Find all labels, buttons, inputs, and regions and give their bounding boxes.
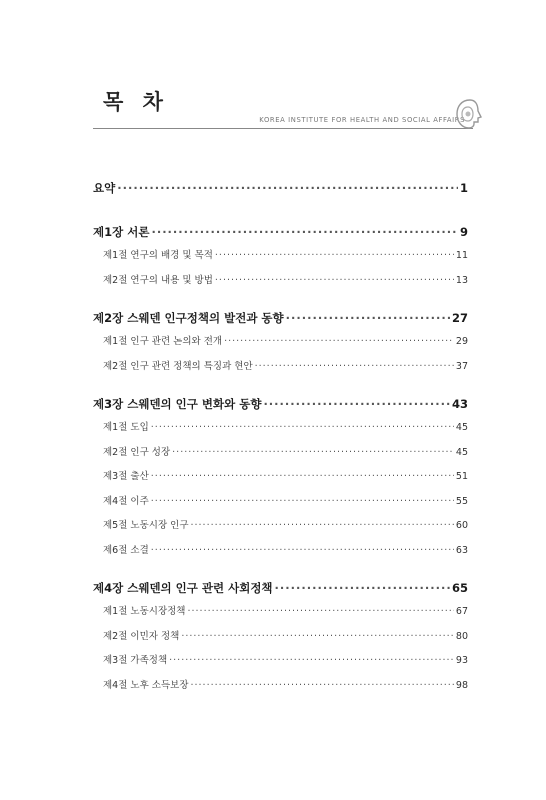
page-title: 목 차: [103, 90, 169, 114]
dot-leader: [181, 625, 454, 650]
institute-name: KOREA INSTITUTE FOR HEALTH AND SOCIAL AFFAIRS: [259, 116, 465, 124]
toc-page-number: 45: [455, 422, 468, 433]
dot-leader: [169, 649, 454, 674]
toc-entry-label: 제4장 스웨덴의 인구 관련 사회정책: [93, 581, 273, 595]
toc-page-number: 55: [455, 495, 468, 507]
toc-section-row[interactable]: [93, 490, 468, 515]
toc-page-number: 63: [455, 544, 468, 556]
toc-page-number: 9: [459, 225, 468, 239]
dot-leader: [215, 269, 454, 294]
toc-entry-label: 제2절 연구의 내용 및 방법: [103, 274, 213, 286]
dot-leader: [255, 355, 454, 380]
toc-entry-label: 제3절 출산: [103, 471, 149, 482]
toc-section-row[interactable]: [93, 330, 468, 355]
dot-leader: [224, 330, 454, 355]
toc-page-number: 93: [455, 655, 468, 666]
toc-chapter-row[interactable]: [93, 220, 468, 244]
toc-entry-label: 제1장 서론: [93, 225, 150, 239]
dot-leader: [172, 441, 454, 466]
toc-section-row[interactable]: [93, 625, 468, 650]
toc-section-row[interactable]: [93, 416, 468, 441]
toc-entry-label: 제4절 이주: [103, 495, 149, 507]
toc-entry-label: 제1절 연구의 배경 및 목적: [103, 250, 213, 261]
toc-page-number: 45: [455, 446, 468, 458]
toc-page-number: 1: [459, 181, 468, 195]
toc-section-row[interactable]: [93, 269, 468, 294]
toc-entry-label: 제1절 도입: [103, 422, 149, 433]
toc-page-number: 60: [455, 520, 468, 531]
toc-page-number: 43: [451, 397, 468, 411]
toc-summary-row[interactable]: [93, 176, 468, 200]
toc-page-number: 65: [451, 581, 468, 595]
dot-leader: [151, 220, 458, 244]
toc-page-number: 98: [455, 679, 468, 691]
dot-leader: [151, 416, 454, 441]
toc-page-number: 13: [455, 274, 468, 286]
toc-entry-label: 제2절 이민자 정책: [103, 630, 180, 642]
toc-entry-label: 제6절 소결: [103, 544, 149, 556]
toc-entry-label: 제1절 인구 관련 논의와 전개: [103, 336, 223, 347]
toc-page-number: 67: [455, 606, 468, 617]
toc-page-number: 80: [455, 630, 468, 642]
toc-page-number: 37: [455, 360, 468, 372]
toc-entry-label: 제1절 노동시장정책: [103, 606, 186, 617]
toc-entry-label: 요약: [93, 181, 116, 195]
toc-page-number: 11: [455, 250, 468, 261]
toc-entry-label: 제2절 인구 성장: [103, 446, 171, 458]
toc-section-row[interactable]: [93, 244, 468, 269]
toc-section-row[interactable]: [93, 600, 468, 625]
toc-entry-label: 제2절 인구 관련 정책의 특징과 현안: [103, 360, 253, 372]
header-rule: [93, 128, 473, 129]
toc-page-number: 29: [455, 336, 468, 347]
toc-chapter-row[interactable]: [93, 306, 468, 330]
toc-section-row[interactable]: [93, 649, 468, 674]
toc-chapter-row[interactable]: [93, 392, 468, 416]
toc-entry-label: 제2장 스웨덴 인구정책의 발전과 동향: [93, 311, 284, 325]
dot-leader: [191, 514, 454, 539]
institute-logo-icon: [452, 96, 488, 132]
toc-entry-label: 제5절 노동시장 인구: [103, 520, 189, 531]
toc-entry-label: 제3절 가족정책: [103, 655, 168, 666]
dot-leader: [275, 576, 450, 600]
dot-leader: [191, 674, 454, 699]
toc-entry-label: 제4절 노후 소득보장: [103, 679, 189, 691]
dot-leader: [187, 600, 453, 625]
toc-entry-label: 제3장 스웨덴의 인구 변화와 동향: [93, 397, 262, 411]
toc-section-row[interactable]: [93, 355, 468, 380]
dot-leader: [263, 392, 450, 416]
dot-leader: [151, 539, 454, 564]
toc-page-number: 27: [451, 311, 468, 325]
dot-leader: [151, 490, 454, 515]
toc-section-row[interactable]: [93, 514, 468, 539]
table-of-contents: [93, 176, 468, 698]
toc-section-row[interactable]: [93, 539, 468, 564]
toc-page-number: 51: [455, 471, 468, 482]
dot-leader: [286, 306, 450, 330]
toc-section-row[interactable]: [93, 441, 468, 466]
dot-leader: [117, 176, 458, 200]
dot-leader: [215, 244, 454, 269]
toc-section-row[interactable]: [93, 674, 468, 699]
toc-section-row[interactable]: [93, 465, 468, 490]
dot-leader: [151, 465, 454, 490]
toc-chapter-row[interactable]: [93, 576, 468, 600]
